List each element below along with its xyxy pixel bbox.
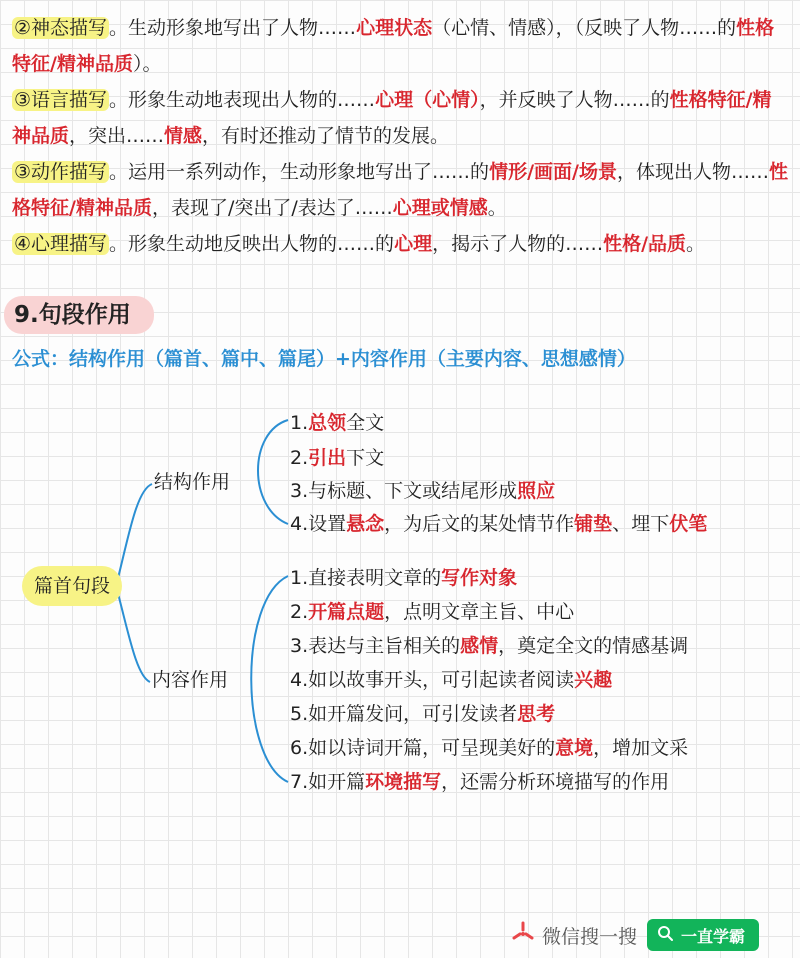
key-phrase: 性格特征/精神品质 [12, 89, 772, 147]
text: 。形象生动地反映出人物的……的 [109, 233, 395, 255]
key-phrase: 性格特征/精神品质 [12, 161, 788, 219]
term-label: ③动作描写 [14, 161, 108, 183]
text: 。形象生动地表现出人物的…… [109, 89, 376, 111]
content-item-3: 3.表达与主旨相关的感情，奠定全文的情感基调 [290, 635, 689, 657]
term-label: ②神态描写 [14, 17, 108, 39]
mindmap-root: 篇首句段 [22, 566, 122, 606]
structure-item-3: 3.与标题、下文或结尾形成照应 [290, 480, 556, 502]
key-phrase: 性格特征/精神品质 [12, 17, 775, 75]
content-item-4: 4.如以故事开头，可引起读者阅读兴趣 [290, 669, 613, 691]
structure-item-1: 1.总领全文 [290, 412, 385, 434]
structure-item-4: 4.设置悬念，为后文的某处情节作铺垫、埋下伏笔 [290, 513, 708, 535]
branch-content: 内容作用 [152, 669, 229, 691]
text: ，突出…… [69, 125, 165, 147]
content-item-1: 1.直接表明文章的写作对象 [290, 567, 518, 589]
wechat-search-logo-icon [510, 920, 536, 951]
text: ，有时还推动了情节的发展。 [202, 125, 450, 147]
key-phrase: 心理（心情） [375, 89, 480, 111]
text: 。生动形象地写出了人物…… [109, 17, 357, 39]
branch-structure: 结构作用 [154, 471, 231, 493]
text: 。 [487, 197, 507, 219]
content-item-5: 5.如开篇发问，可引发读者思考 [290, 703, 556, 725]
wechat-search-brand [510, 920, 637, 951]
wechat-search-text: 微信搜一搜 [542, 925, 638, 948]
key-phrase: 性格/品质 [603, 233, 687, 255]
key-phrase: 心理 [394, 233, 433, 255]
content-item-6: 6.如以诗词开篇，可呈现美好的意境，增加文采 [290, 737, 689, 759]
text: ，并反映了人物……的 [479, 89, 670, 111]
content-item-7: 7.如开篇环境描写，还需分析环境描写的作用 [290, 771, 670, 793]
structure-item-2: 2.引出下文 [290, 447, 385, 469]
formula-text: 公式：结构作用（篇首、篇中、篇尾）+内容作用（主要内容、思想感情） [12, 348, 636, 370]
key-phrase: 心理状态 [356, 17, 433, 39]
section-title: 9.句段作用 [4, 296, 154, 334]
content-item-2: 2.开篇点题，点明文章主旨、中心 [290, 601, 575, 623]
account-badge[interactable] [647, 919, 759, 951]
key-phrase: 心理或情感 [392, 197, 488, 219]
text: （心情、情感），（反映了人物……的 [432, 17, 737, 39]
account-name: 一直学霸 [681, 926, 746, 946]
key-phrase: 情形/画面/场景 [489, 161, 617, 183]
text: 。 [686, 233, 706, 255]
text: ，体现出人物…… [616, 161, 769, 183]
watermark-footer [510, 918, 759, 952]
magnifier-icon [657, 925, 673, 945]
term-label: ④心理描写 [14, 233, 108, 255]
text: 。运用一系列动作，生动形象地写出了……的 [109, 161, 490, 183]
text: ，表现了/突出了/表达了…… [151, 197, 393, 219]
key-phrase: 情感 [164, 125, 203, 147]
text: ）。 [132, 53, 162, 75]
term-label: ③语言描写 [14, 89, 108, 111]
text: ，揭示了人物的…… [432, 233, 604, 255]
